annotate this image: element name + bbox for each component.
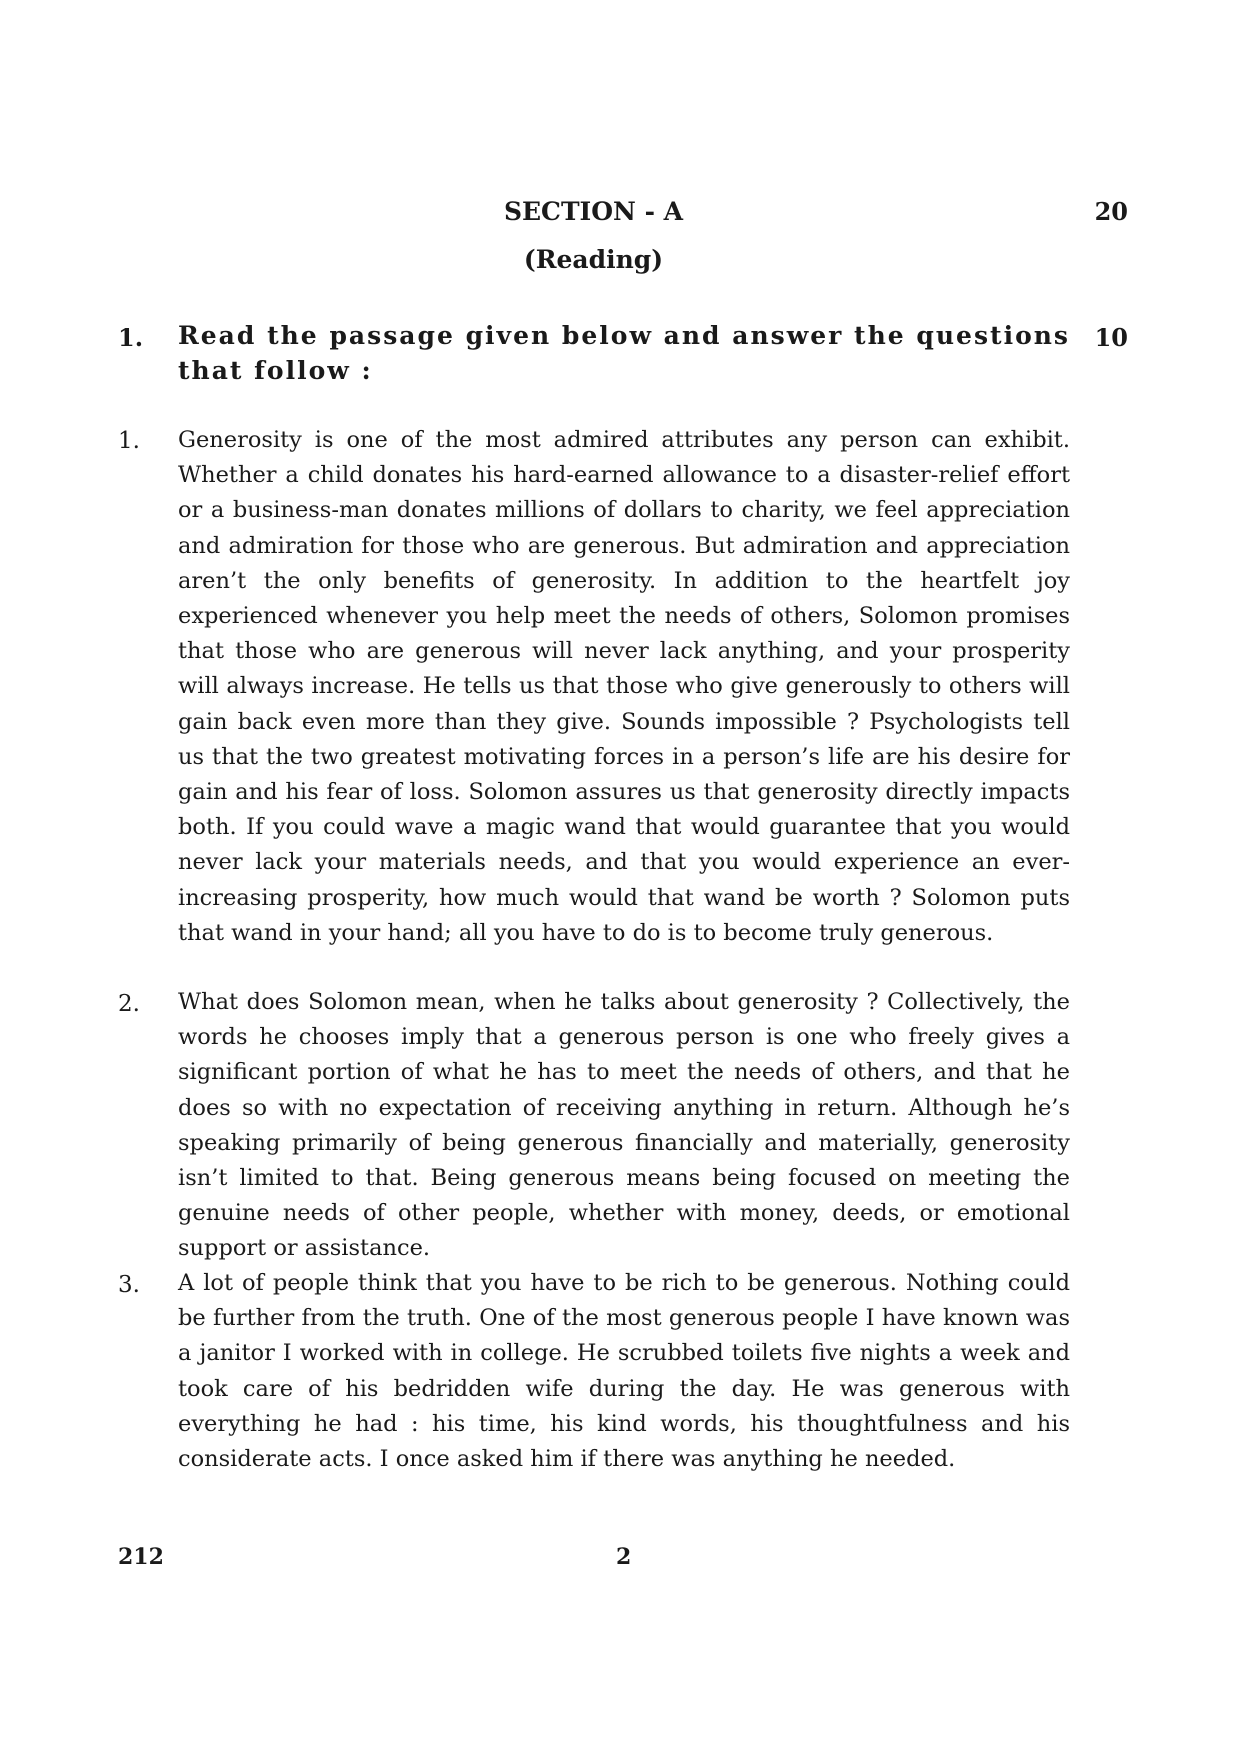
passage-paragraph: What does Solomon mean, when he talks about generosity ? Collectively, the words he chooses imply that a generous person is one who freely gives a significant portion of what he has to meet the needs of others, and that he does so with no expectation of receiving anything in return. Although he’s speaking primarily of being generous financially and materially, generosity isn’t limited to that. Being generous means being focused on meeting the genuine needs of other people, whether with money, deeds, or emotional support or assistance. bbox=[178, 989, 1070, 1262]
section-marks: 20 bbox=[1094, 197, 1128, 226]
question-text: Read the passage given below and answer the questions that follow : bbox=[178, 321, 1070, 385]
section-subtitle: (Reading) bbox=[523, 245, 664, 274]
passage-paragraph: A lot of people think that you have to be rich to be generous. Nothing could be further from the truth. One of the most generous people I have known was a janitor I worked with in college. He scrubbed toilets five nights a week and took care of his bedridden wife during the day. He was generous with everything he had : his time, his kind words, his thoughtfulness and his considerate acts. I once asked him if there was anything he needed. bbox=[178, 1270, 1070, 1473]
section-title: SECTION - A bbox=[503, 197, 684, 226]
page-number: 2 bbox=[616, 1544, 632, 1570]
paragraph-number: 3. bbox=[118, 1272, 140, 1298]
passage-paragraph: Generosity is one of the most admired attributes any person can exhibit. Whether a child donates his hard-earned allowance to a disaster-relief effort or a business-man donates millions of dollars to charity, we feel appreciation and admiration for those who are generous. But admiration and appreciation aren’t the only benefits of generosity. In addition to the heartfelt joy experienced whenever you help meet the needs of others, Solomon promises that those who are generous will never lack anything, and your prosperity will always increase. He tells us that those who give generously to others will gain back even more than they give. Sounds impossible ? Psychologists tell us that the two greatest motivating forces in a person’s life are his desire for gain and his fear of loss. Solomon assures us that generosity directly impacts both. If you could wave a magic wand that would guarantee that you would never lack your materials needs, and that you would experience an ever-increasing prosperity, how much would that wand be worth ? Solomon puts that wand in your hand; all you have to do is to become truly generous. bbox=[178, 427, 1070, 946]
question-marks: 10 bbox=[1094, 323, 1128, 352]
paragraph-number: 2. bbox=[118, 991, 140, 1017]
question-number: 1. bbox=[118, 323, 144, 352]
paragraph-number: 1. bbox=[118, 428, 140, 454]
paper-code: 212 bbox=[118, 1544, 164, 1570]
